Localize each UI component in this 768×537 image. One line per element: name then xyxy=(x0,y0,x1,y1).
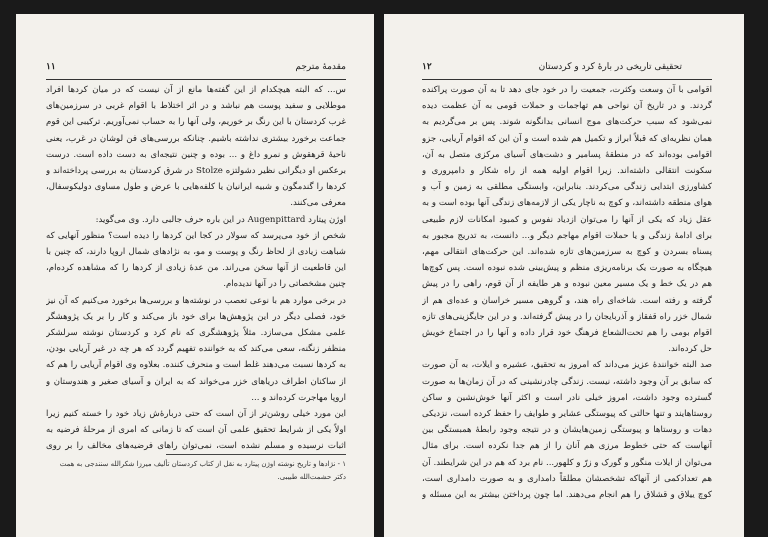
left-paragraph-3: شخص از خود می‌پرسد که سولار در کجا این کردها را دیده است؟ منظور آنهایی که شباهت زیادی از لحاظ رنگ و پوست و مو، به نژادهای شمال اروپا دارند، که چنین با این قاطعیت از آنها سخن می‌راند. من عدهٔ زیادی از کردها را که مشاهده کرده‌ام، چنین مشخصاتی را در آنها ندیده‌ام. xyxy=(46,230,346,290)
left-paragraph-5: این مورد خیلی روشن‌تر از آن است که حتی دربارهٔ‌ش زیاد خود را خسته کنیم زیرا اولاً یکی از شرایط تحقیق علمی آن است که تا زمانی که امری از مرحلهٔ فرضیه به اثبات نرسیده و مسلم نشده است، نمی‌توان را‌های فرضیه‌های مخالف را بر روی xyxy=(46,409,346,452)
left-paragraph-1: س... که البته هیچکدام از این گفته‌ها مانع از آن نیست که در میان کردها افراد موطلایی و سفید پوست هم نباشد و در اثر اختلاط با اقوام غربی در سرزمین‌های غرب کردستان با این رنگ بر خوریم، ولی آنها را به حساب نمی‌آوریم. ترکیبی این قوم جماعت برخورد بیشتری نداشته باشیم. چنانکه بررسی‌های فن لوشان در غرب، یعنی ناحیهٔ قرهقوش و نمرو داغ و ... بوده و چنین نتیجه‌ای به دست داده است. درست برعکس او دیگرانی نظیر دشولتزه Stolze در شرق کردستان به بررسی پرداخته‌اند و کردها را گندمگون و شبیه ایرانیان یا کلفه‌هایی با عرض و طول مساوی دولیکوسفال، معرفی می‌کنند. xyxy=(46,85,346,209)
footnote-rule xyxy=(166,454,346,455)
left-paragraph-2: اوژن پیتارد Augenpittard در این باره حرف جالبی دارد. وی می‌گوید: xyxy=(95,214,346,225)
left-page xyxy=(16,14,374,537)
left-paragraph-4: در برخی موارد هم با نوعی تعصب در نوشته‌ها و بررسی‌ها برخورد می‌کنیم که آن نیز خود، فصلی دیگر در این پژوهش‌ها برای خود باز می‌کند و کار را بر یک پژوهشگر علمی مشکل می‌سازد. مثلاً پژوهشگری که نام کرد و کردستان نوشته سرلشکر منظفر زنگنه، سعی می‌کند که به خواننده تفهیم گردد که هر چه در غیر آریایی بودن، به کردها نسبت می‌دهند غلط است و منحرف کننده. بعلاوه وی اقوام آریایی را هم که از ساکنان اطراف دریاهای خزر می‌خواند که به ایران و آسیای صغیر و هندوستان و اروپا مهاجرت کرده‌اند و ... xyxy=(46,295,346,403)
right-page-header xyxy=(422,62,712,76)
left-page-number: ۱۱ xyxy=(46,62,56,72)
left-header-rule xyxy=(46,79,346,80)
right-header-title: تحقیقی تاریخی در بارهٔ کرد و کردستان xyxy=(538,62,682,72)
right-header-rule xyxy=(422,79,712,80)
right-paragraph-2: صد البته خوانندهٔ عزیز می‌داند که امروز به تحقیق، عشیره و ایلات، به آن صورت که سابق بر آن وجود داشته، نیست. زندگی چادرنشینی که در آن زمان‌ها به صورت گسترده وجود داشت، امروز خیلی نادر است و اکثر آنها خوش‌نشین و ساکن روستاهایند و تنها حالتی که پیوستگی عشایر و طوایف را حفظ کرده است، نزدیکی دهات و روستاها و پیوستگی زمین‌هایشان و در نتیجه وجود رابطهٔ همبستگی بین آنهاست که حتی خطوط مرزی هم آنان را از هم جدا نکرده است. برای مثال می‌توان از ایلات منگور و گورک و زرّ و کلهور... نام برد که هم در این شرایطند. آن هم تعدادکمی از آنهاکه تشخصشان مطلقاً دامداری و به صورت دامداری است، کوچ ییلاق و قشلاق را هم انجام می‌دهند. اما چون پرداختن بیشتر به این مسئله و xyxy=(422,360,712,501)
right-paragraph-1: اقوامی با آن وسعت وکثرت، جمعیت را در خود جای دهد تا به آن صورت پراکنده گردند. و در تاریخ آن نواحی هم تهاجمات و حملات قومی به آن عظمت دیده نمی‌شود که سبب حرکت‌های موج انسانی بدانگونه شوند. پس بر می‌گردیم به همان نظریه‌ای که قبلاً ابراز و تکمیل هم شده است و آن این که اقوام آریایی، جزو اقوامی بوده‌اند که در منطقهٔ پسامیر و دشت‌های آسیای مرکزی متصل به آن، سکونت انتقالی داشته‌اند. زیرا اقوام اولیه همه از راه شکار و دامپروری و کشاورزی ابتدایی زندگی می‌کردند. بنابراین، وابستگی مطلقی به زمین و آب و هوای منطقه داشته‌اند، و کوچ به ناچار یکی از لازمه‌های زندگی آنها بوده است و به عقل زیاد که یکی از آنها را می‌توان ازدیاد نفوس و کمبود امکانات لازم طبیعی برای ادامهٔ زندگی و یا حملات اقوام مهاجم دیگر و... دانست، به تدریج مجبور به پسناه بسردن و کوچ به سرزمین‌های تازه شده‌اند. این حرکت‌های انتقالی مهم، هیچگاه به صورت یک برنامه‌ریزی منظم و پیش‌بینی شده نبوده است. پس کوچ‌ها هم در یک خط و یک مسیر معین نبوده و هر طایفه از آن قوم، راهی را در پیش گرفته و رفته است. شاخه‌ای راه هند، و گروهی مسیر خراسان و عده‌ای هم از شمال خزر راه قفقاز و آذربایجان را در پیش گرفته‌اند. و در این جایگزینی‌های تازه اقوام بومی را هم تحت‌الشعاع فرهنگ خود قرار داده و آنها را در اجتماع خویش حل کرده‌اند. xyxy=(422,85,712,355)
left-body-text xyxy=(46,82,346,454)
left-page-header xyxy=(46,62,346,76)
left-footnote xyxy=(46,458,346,484)
footnote-line-1: ۱ - نژادها و تاریخ نوشته اوژن پیتارد به نقل از کتاب کردستان تألیف میرزا شکرالله سنندجی به همت xyxy=(59,460,346,468)
left-header-title: مقدمهٔ مترجم xyxy=(295,62,346,72)
footnote-line-2: دکتر حشمت‌الله طبیبی. xyxy=(277,473,346,481)
right-page xyxy=(384,14,744,537)
right-page-number: ۱۲ xyxy=(422,62,432,72)
right-body-text xyxy=(422,82,712,502)
